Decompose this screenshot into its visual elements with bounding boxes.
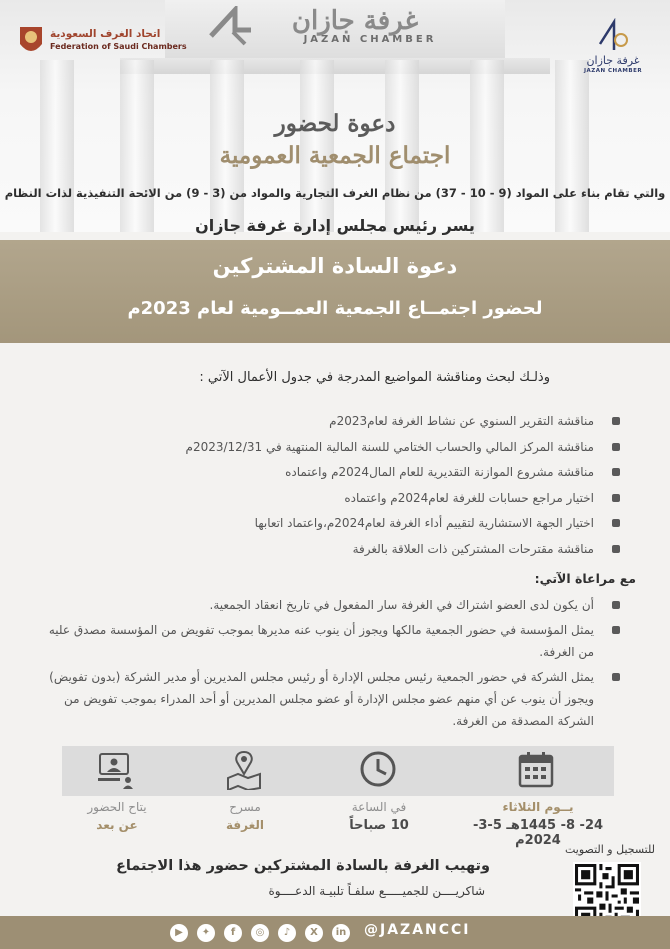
register-label: للتسجيل و التصويت xyxy=(565,843,655,856)
agenda-item-text: اختيار الجهة الاستشارية لتقييم أداء الغرفة لعام2024م،واعتماد اتعابها xyxy=(254,516,594,531)
social-handle[interactable]: @JAZANCCI xyxy=(364,922,471,938)
clock-icon xyxy=(358,748,398,790)
bullet-icon xyxy=(612,673,620,681)
note-item-text: يمثل الشركة في حضور الجمعية رئيس مجلس الإدارة أو رئيس مجلس المديرين أو مدير الشركة (بدون تفويض) ويجوز أن ينوب عن أي منهم عضو مجلس الإدارة أو عضو مجلس المديرين أو أحد المدراء بموجب تفويض من الشركة المصدقة من الغرفة. xyxy=(49,670,594,728)
agenda-intro: وذلـك لبحث ومناقشة المواضيع المدرجة في جدول الأعمال الآتي : xyxy=(199,370,550,385)
agenda-list xyxy=(60,412,620,566)
tiktok-icon[interactable]: ♪ xyxy=(278,924,296,942)
snapchat-icon[interactable]: ✦ xyxy=(197,924,215,942)
jazan-chamber-logo xyxy=(574,18,652,78)
note-item-text: يمثل المؤسسة في حضور الجمعية مالكها ويجوز أن ينوب عنه مديرها بموجب تفويض من المؤسسة مصدق عليه من الغرفة. xyxy=(48,623,594,659)
federation-name-arabic: اتحاد الغرف السعودية xyxy=(50,28,161,40)
agenda-item-text: مناقشة المركز المالي والحساب الختامي للسنة المالية المنتهية في 2023/12/31م xyxy=(185,439,594,454)
remote-info xyxy=(52,800,182,832)
note-item-text: أن يكون لدى العضو اشتراك في الغرفة سار المفعول في تاريخ انعقاد الجمعية. xyxy=(209,598,594,612)
x-icon[interactable]: X xyxy=(305,924,323,942)
date-label: يــوم الثلاثاء xyxy=(502,800,574,814)
bullet-icon xyxy=(612,494,620,502)
building-sign-arabic: غرفة جازان xyxy=(291,6,419,36)
place-label: مسرح xyxy=(229,800,261,814)
youtube-icon[interactable]: ▶ xyxy=(170,924,188,942)
time-info xyxy=(314,800,444,833)
date-info xyxy=(448,800,628,848)
chamber-name-arabic: غرفة جازان xyxy=(586,54,640,67)
invitation-band xyxy=(0,240,670,343)
legal-basis-text: والتي تقام بناء على المواد (9 - 10 - 37) من نظام الغرف التجارية والمواد من (3 - 9) من الائحة التنفيذية لذات النظام xyxy=(4,186,666,200)
footer-bar xyxy=(0,916,670,949)
agenda-item xyxy=(60,438,620,464)
building-sign-english: JAZAN CHAMBER xyxy=(303,34,437,45)
federation-emblem-icon xyxy=(16,24,46,58)
place-value: الغرفة xyxy=(226,818,264,832)
bullet-icon xyxy=(612,626,620,634)
agenda-item xyxy=(60,412,620,438)
note-item xyxy=(30,594,620,616)
agenda-item xyxy=(60,489,620,515)
note-item xyxy=(30,666,620,732)
remote-value: عن بعد xyxy=(96,818,138,832)
bullet-icon xyxy=(612,601,620,609)
agenda-item-text: مناقشة مشروع الموازنة التقديرية للعام المال2024م واعتماده xyxy=(285,465,594,480)
remote-label: يتاح الحضور xyxy=(87,800,147,814)
agenda-item xyxy=(60,514,620,540)
closing-thanks: شاكريــــن للجميـــــع سلفـاً تلبيـة الدعــــوة xyxy=(268,884,485,898)
closing-appeal: وتهيب الغرفة بالسادة المشتركين حضور هذا الاجتماع xyxy=(115,858,490,874)
facebook-icon[interactable]: f xyxy=(224,924,242,942)
agenda-item-text: مناقشة مقترحات المشتركين ذات العلاقة بالغرفة xyxy=(352,541,594,556)
linkedin-icon[interactable]: in xyxy=(332,924,350,942)
notes-title: مع مراعاة الآتي: xyxy=(534,571,636,586)
chamber-name-english: JAZAN CHAMBER xyxy=(583,68,643,74)
instagram-icon[interactable]: ◎ xyxy=(251,924,269,942)
note-item xyxy=(30,619,620,663)
notes-list xyxy=(30,594,620,735)
agenda-item xyxy=(60,463,620,489)
federation-logo xyxy=(16,24,187,74)
agenda-item-text: اختيار مراجع حسابات للغرفة لعام2024م واعتماده xyxy=(344,490,594,505)
agenda-item-text: مناقشة التقرير السنوي عن نشاط الغرفة لعام2023م xyxy=(329,414,594,428)
time-label: في الساعة xyxy=(351,800,407,814)
time-value: 10 صباحاً xyxy=(349,818,409,833)
calendar-icon xyxy=(516,748,556,790)
bullet-icon xyxy=(612,519,620,527)
band-subtitle: لحضور اجتمــاع الجمعية العمــومية لعام 2023م xyxy=(127,298,543,319)
bullet-icon xyxy=(612,545,620,553)
president-text: يسر رئيس مجلس إدارة غرفة جازان xyxy=(195,216,475,235)
agenda-item xyxy=(60,540,620,566)
federation-name-english: Federation of Saudi Chambers xyxy=(50,42,187,51)
jazan-chamber-emblem-icon xyxy=(594,18,632,54)
bullet-icon xyxy=(612,468,620,476)
bullet-icon xyxy=(612,417,620,425)
location-map-icon xyxy=(224,748,264,790)
date-value: 24- 8- 1445هـ 5-3- 2024م xyxy=(472,818,604,848)
chamber-sign-logo-icon xyxy=(205,6,255,48)
meeting-heading: اجتماع الجمعية العمومية xyxy=(219,142,451,169)
invitation-heading: دعوة لحضور xyxy=(274,110,396,137)
place-info xyxy=(180,800,310,832)
remote-attendance-icon xyxy=(96,748,136,790)
bullet-icon xyxy=(612,443,620,451)
band-title: دعوة السادة المشتركين xyxy=(212,254,458,278)
